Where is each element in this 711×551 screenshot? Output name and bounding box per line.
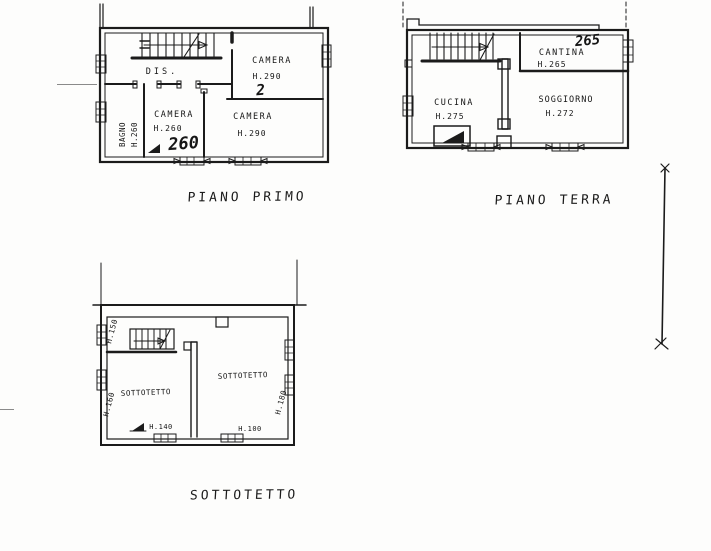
staircase [107,329,176,352]
measure-h180: H.180 [273,388,289,416]
corner-reference-ticks [403,2,626,30]
room-label-camera-mid: CAMERA [154,110,194,120]
room-height-bagno: H.260 [130,121,139,147]
room-height-cucina: H.275 [435,112,465,121]
measure-h160: H.160 [101,390,117,418]
plan-caption-piano-terra: PIANO TERRA [493,192,615,209]
measure-h100: H.100 [238,425,262,433]
room-label-sottotetto-right: SOTTOTETTO [217,370,269,381]
window [154,434,243,442]
staircase [132,33,221,58]
handwritten-note-2: 2 [255,80,266,100]
room-height-soggiorno: H.272 [545,109,575,118]
room-height-camera-mid: H.260 [153,124,183,133]
measure-h140: H.140 [149,423,173,431]
room-label-soggiorno: SOGGIORNO [538,95,594,105]
outer-walls [93,305,306,445]
door-threshold [497,136,511,148]
interior-walls [184,342,197,437]
blue-pen-annotation-line [652,158,678,358]
room-label-cantina: CANTINA [538,48,586,58]
room-label-camera-right: CAMERA [233,112,273,122]
plan-piano-terra [390,0,640,172]
measure-h150: H.150 [104,317,120,345]
room-height-camera-right: H.290 [237,129,267,138]
room-label-camera-top: CAMERA [252,56,292,66]
staircase [422,33,500,61]
window [97,325,294,395]
handwritten-note-265: 265 [574,31,601,51]
corner-reference-ticks [101,260,297,305]
plan-piano-primo [80,0,340,178]
plan-caption-piano-primo: PIANO PRIMO [186,189,308,206]
fireplace-symbol [130,423,146,431]
shower-corner-symbol [148,144,160,153]
room-label-bagno: BAGNO [118,121,127,147]
handwritten-note-260: 260 [167,132,200,156]
room-label-dis: DIS. [145,67,179,77]
reference-line [57,84,97,85]
plan-sottotetto [80,255,320,465]
plan-caption-sottotetto: SOTTOTETTO [189,487,299,504]
corner-reference-ticks [100,4,313,28]
room-height-camera-top: H.290 [252,72,282,81]
room-label-cucina: CUCINA [434,98,474,108]
room-label-sottotetto-left: SOTTOTETTO [120,387,172,398]
reference-line [0,409,14,410]
room-height-cantina: H.265 [537,60,567,69]
